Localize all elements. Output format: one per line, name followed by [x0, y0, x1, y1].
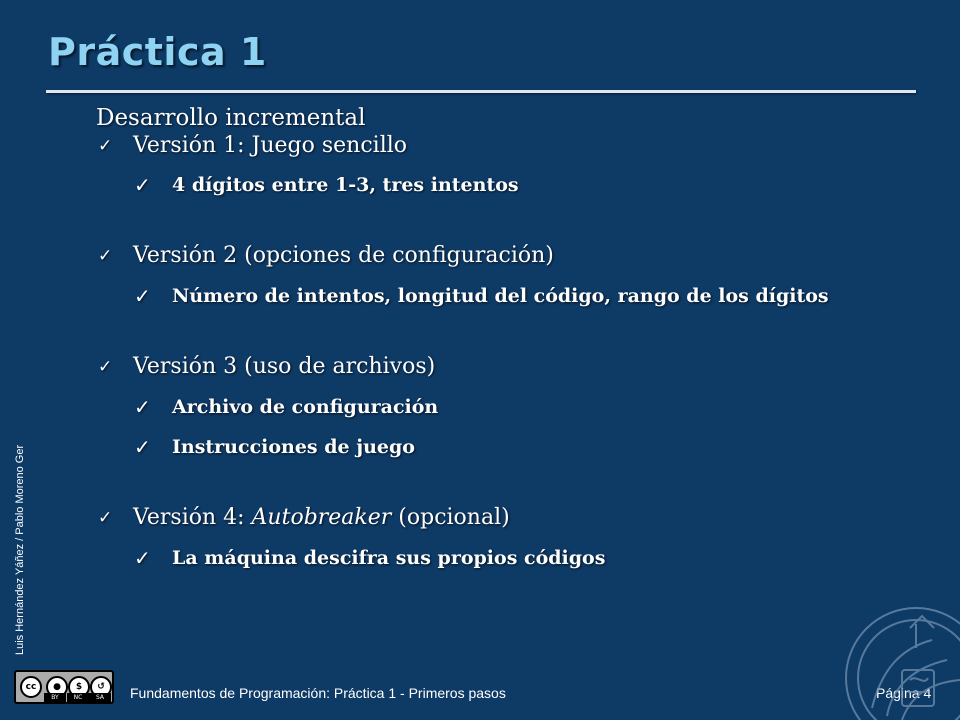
- list-item-version-4: [96, 504, 896, 532]
- checkmark-icon: ✓: [134, 395, 151, 419]
- license-sa-label: SA: [89, 693, 111, 702]
- list-item-label: Versión 2 (opciones de configuración): [133, 243, 554, 268]
- checkmark-icon: ✓: [134, 546, 151, 570]
- author-credit: Luis Hernández Yáñez / Pablo Moreno Ger: [14, 444, 26, 655]
- section-heading: Desarrollo incremental: [96, 105, 366, 131]
- list-item-label-prefix: Versión 4:: [133, 505, 252, 530]
- creative-commons-badge: [14, 670, 114, 704]
- sublist-item-label: La máquina descifra sus propios códigos: [172, 547, 606, 569]
- list-item-label: Versión 1: Juego sencillo: [133, 133, 408, 158]
- attribution-icon: ●: [46, 676, 68, 698]
- license-nc-label: NC: [67, 693, 89, 702]
- list-item-version-3: [96, 353, 896, 381]
- list-item-label: Versión 3 (uso de archivos): [133, 354, 436, 379]
- checkmark-icon: ✓: [134, 173, 151, 197]
- sublist-item: [96, 172, 896, 198]
- sublist-item-label: Archivo de configuración: [172, 396, 439, 418]
- checkmark-icon: ✓: [98, 357, 113, 377]
- sublist-item: [96, 283, 896, 309]
- slide-content: [96, 104, 896, 571]
- sublist-item: [96, 545, 896, 571]
- checkmark-icon: ✓: [134, 435, 151, 459]
- page-number: Página 4: [876, 685, 932, 701]
- footer-course-title: Fundamentos de Programación: Práctica 1 - Primeros pasos: [130, 685, 506, 701]
- checkmark-icon: ✓: [98, 508, 113, 528]
- sublist-item-label: Número de intentos, longitud del código, rango de los dígitos: [172, 285, 829, 307]
- slide-title: Práctica 1: [48, 30, 267, 74]
- cc-logo-icon: cc: [20, 676, 42, 698]
- title-divider: [46, 90, 916, 93]
- checkmark-icon: ✓: [98, 136, 113, 156]
- license-by-label: BY: [44, 693, 66, 702]
- sublist-item: [96, 434, 896, 460]
- university-seal-icon: [832, 588, 960, 720]
- list-item-version-2: [96, 242, 896, 270]
- checkmark-icon: ✓: [98, 246, 113, 266]
- noncommercial-icon: $: [68, 676, 90, 698]
- sublist-item-label: Instrucciones de juego: [172, 436, 415, 458]
- sharealike-icon: ↺: [90, 676, 112, 698]
- list-item-label-suffix: (opcional): [391, 505, 510, 530]
- checkmark-icon: ✓: [134, 284, 151, 308]
- list-item-label-italic: Autobreaker: [251, 505, 392, 530]
- list-item-version-1: [96, 132, 896, 160]
- sublist-item-label: 4 dígitos entre 1-3, tres intentos: [172, 174, 519, 196]
- sublist-item: [96, 394, 896, 420]
